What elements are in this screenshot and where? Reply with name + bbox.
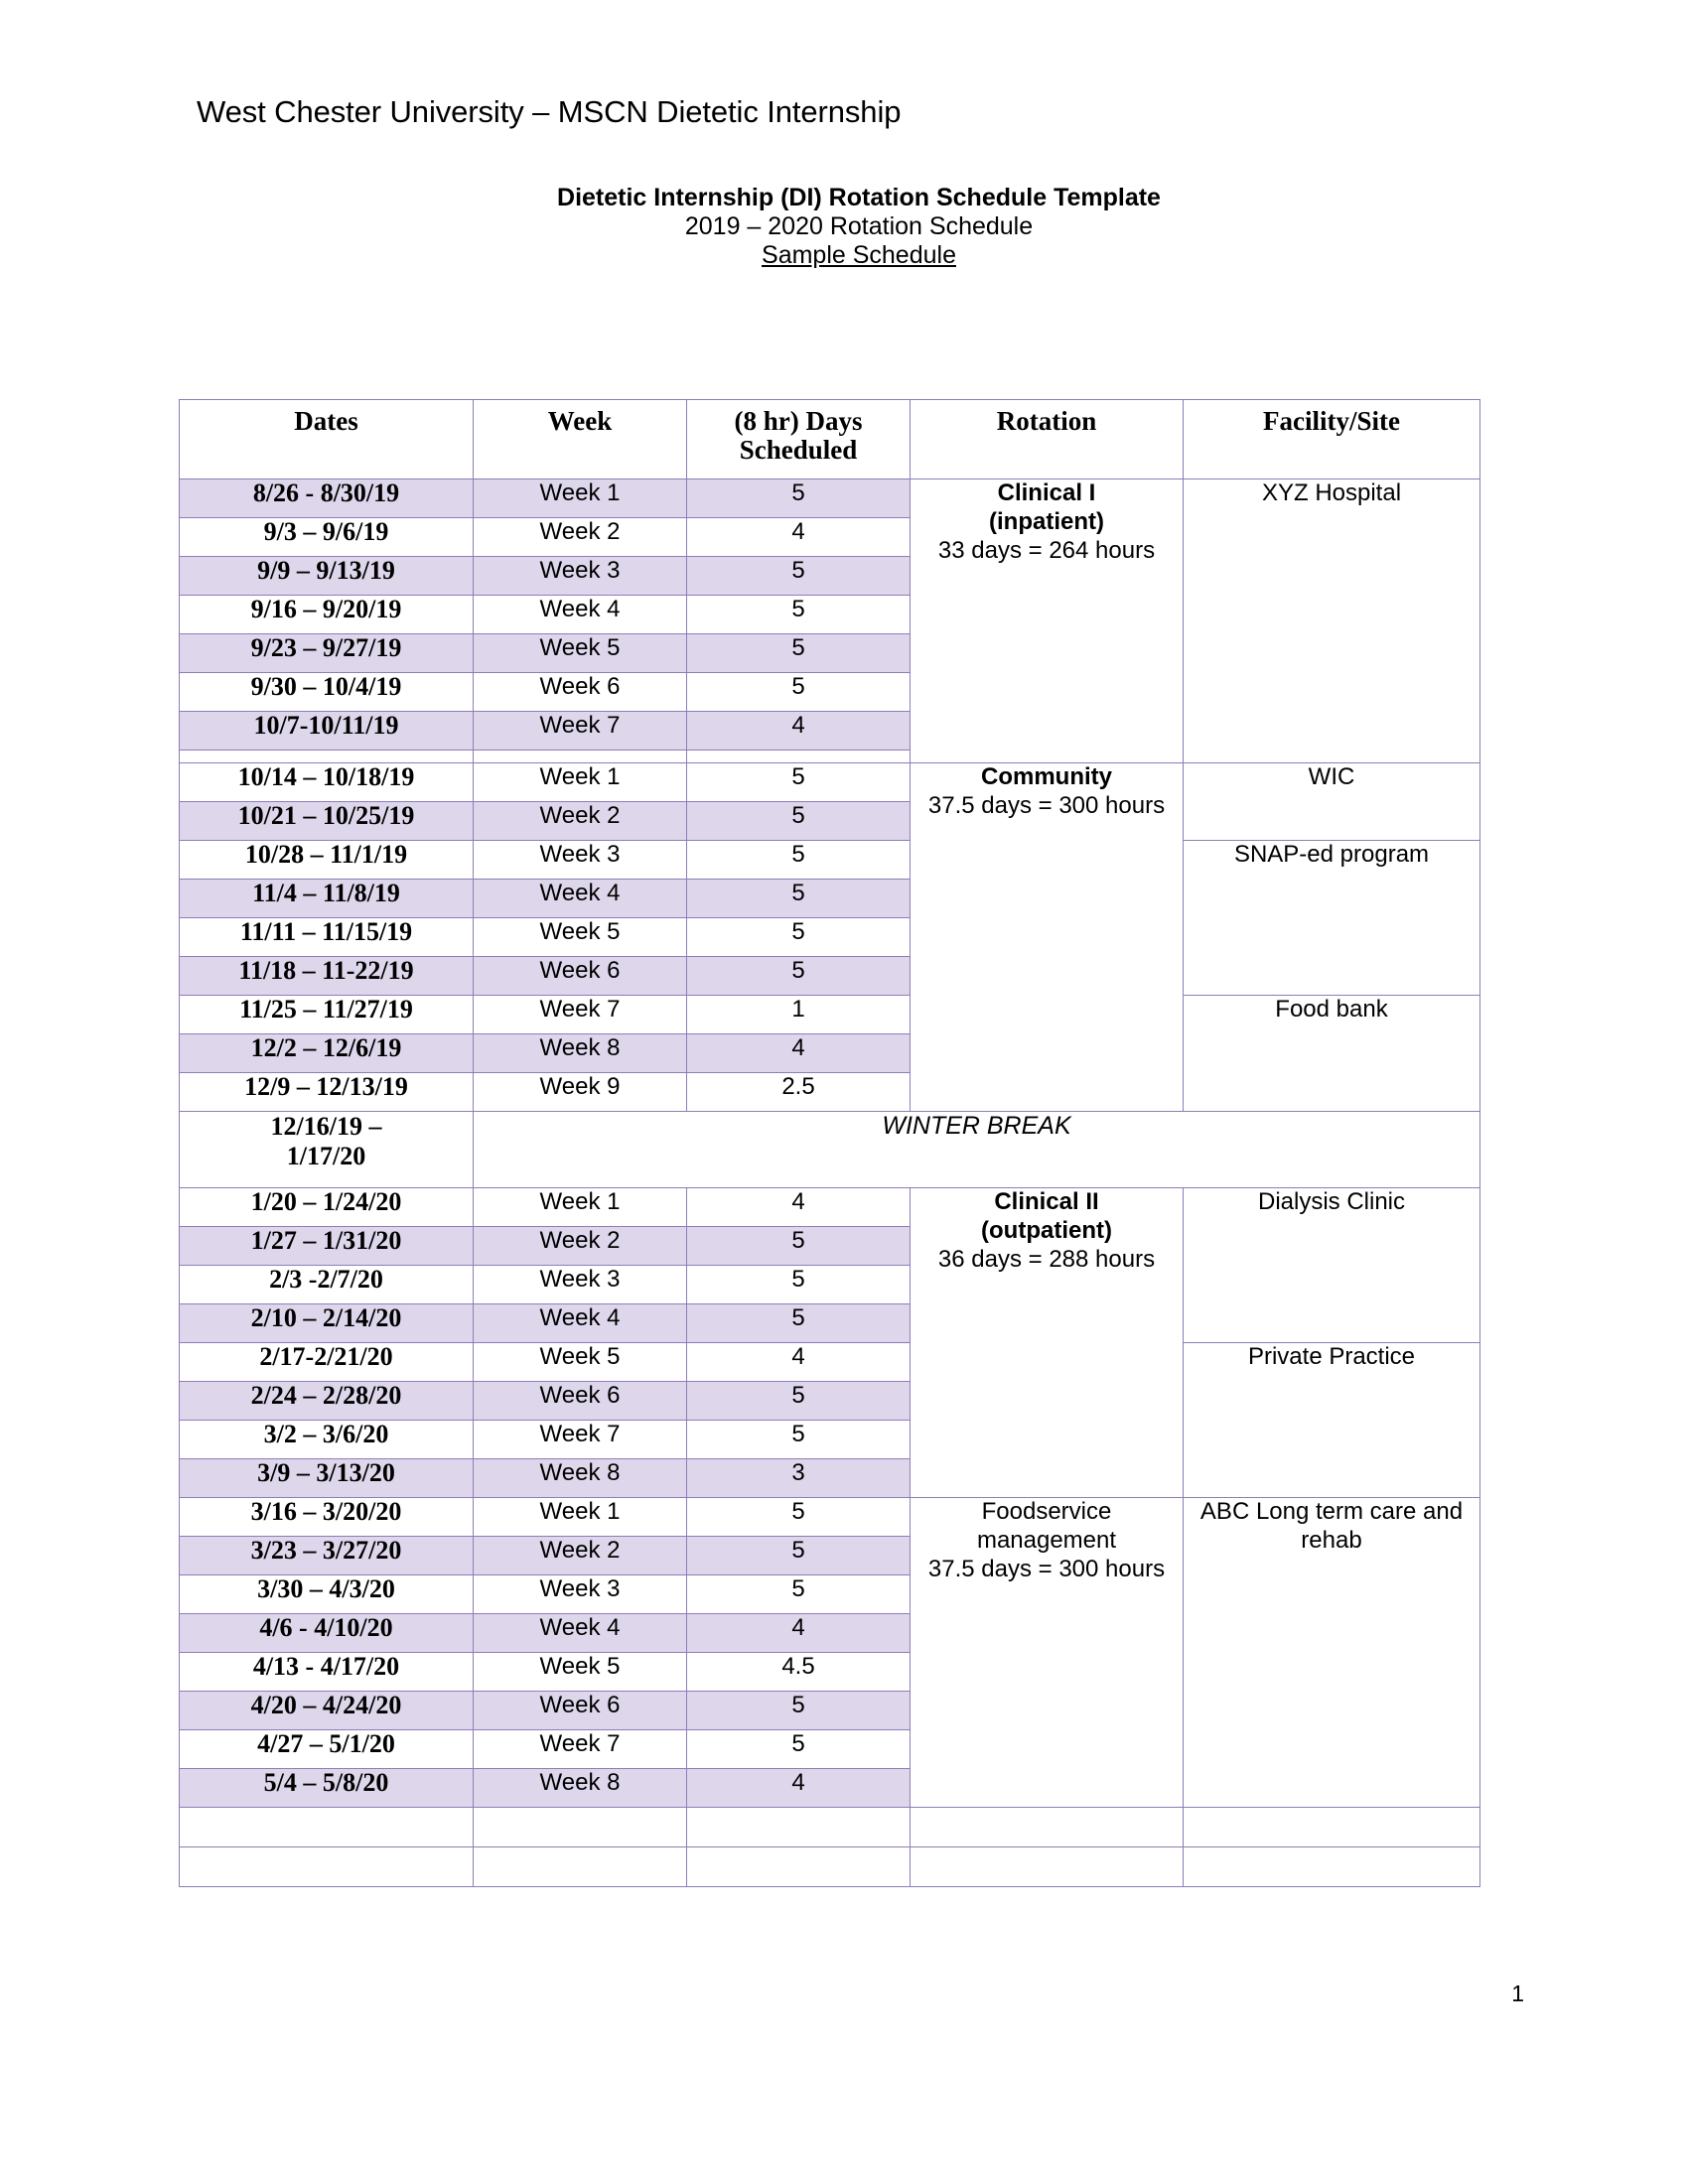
- cell-week: Week 1: [474, 1498, 687, 1537]
- cell-days: 1: [687, 996, 911, 1034]
- rotation-subtitle: (outpatient): [981, 1216, 1112, 1244]
- cell-facility-food-bank: Food bank: [1184, 996, 1480, 1112]
- rotation-title: Clinical II: [994, 1188, 1099, 1215]
- cell-days: 4: [687, 1034, 911, 1073]
- sample-schedule-text: Sample Schedule: [762, 241, 956, 269]
- rotation-title: Foodservice management: [976, 1498, 1117, 1554]
- cell-rotation-community: [911, 763, 1184, 1112]
- cell-days: 5: [687, 1730, 911, 1769]
- cell-week: Week 9: [474, 1073, 687, 1112]
- cell-dates: 4/20 – 4/24/20: [180, 1692, 474, 1730]
- cell-week: Week 6: [474, 1382, 687, 1421]
- cell-week: Week 6: [474, 957, 687, 996]
- column-header-rotation: Rotation: [911, 400, 1184, 479]
- rotation-title: Clinical I: [997, 479, 1096, 506]
- cell-dates: 9/30 – 10/4/19: [180, 673, 474, 712]
- cell-rotation: [911, 1808, 1184, 1847]
- cell-days: 5: [687, 673, 911, 712]
- cell-dates: 3/2 – 3/6/20: [180, 1421, 474, 1459]
- cell-days: 5: [687, 1575, 911, 1614]
- table-row-winter-break: [180, 1112, 1480, 1188]
- table-row-empty: [180, 1847, 1480, 1887]
- cell-days: 5: [687, 1266, 911, 1304]
- cell-dates: 1/20 – 1/24/20: [180, 1188, 474, 1227]
- cell-days: 5: [687, 802, 911, 841]
- column-header-days: [687, 400, 911, 479]
- cell-dates: 5/4 – 5/8/20: [180, 1769, 474, 1808]
- cell-week: Week 7: [474, 1421, 687, 1459]
- cell-week: Week 5: [474, 1653, 687, 1692]
- column-header-week: Week: [474, 400, 687, 479]
- table-row: [180, 996, 1480, 1034]
- cell-days: [687, 1847, 911, 1887]
- cell-dates: [180, 1808, 474, 1847]
- cell-days: [687, 1808, 911, 1847]
- table-row: [180, 841, 1480, 880]
- cell-dates: 11/11 – 11/15/19: [180, 918, 474, 957]
- cell-dates: 3/16 – 3/20/20: [180, 1498, 474, 1537]
- cell-week: Week 5: [474, 634, 687, 673]
- cell-week: Week 8: [474, 1769, 687, 1808]
- cell-week: [474, 1808, 687, 1847]
- cell-dates: 9/9 – 9/13/19: [180, 557, 474, 596]
- cell-days: 5: [687, 880, 911, 918]
- cell-days: 5: [687, 1537, 911, 1575]
- rotation-subtitle: (inpatient): [989, 507, 1104, 535]
- cell-days: 5: [687, 557, 911, 596]
- cell-dates: 8/26 - 8/30/19: [180, 479, 474, 518]
- cell-week: Week 1: [474, 479, 687, 518]
- rotation-hours: 37.5 days = 300 hours: [927, 1555, 1166, 1582]
- cell-days: 5: [687, 957, 911, 996]
- cell-week: Week 2: [474, 802, 687, 841]
- cell-dates: 10/7-10/11/19: [180, 712, 474, 751]
- cell-dates: 3/23 – 3/27/20: [180, 1537, 474, 1575]
- cell-days: 4: [687, 1614, 911, 1653]
- cell-week: Week 2: [474, 1537, 687, 1575]
- cell-dates: 3/9 – 3/13/20: [180, 1459, 474, 1498]
- cell-week: Week 2: [474, 518, 687, 557]
- cell-days: 5: [687, 1382, 911, 1421]
- cell-days: 5: [687, 1498, 911, 1537]
- cell-dates: 11/4 – 11/8/19: [180, 880, 474, 918]
- cell-days: [687, 751, 911, 763]
- cell-days: 4: [687, 1188, 911, 1227]
- cell-days: 5: [687, 596, 911, 634]
- table-header-row: [180, 400, 1480, 479]
- cell-week: Week 4: [474, 880, 687, 918]
- cell-dates: 2/24 – 2/28/20: [180, 1382, 474, 1421]
- rotation-title: Community: [981, 763, 1112, 790]
- cell-dates: 9/16 – 9/20/19: [180, 596, 474, 634]
- cell-days: 5: [687, 1692, 911, 1730]
- rotation-hours: 33 days = 264 hours: [937, 536, 1156, 564]
- cell-week: Week 4: [474, 1614, 687, 1653]
- winter-break-dates-line2: 1/17/20: [286, 1141, 366, 1170]
- cell-facility-abc-long-term-care: ABC Long term care and rehab: [1184, 1498, 1480, 1808]
- cell-dates: 3/30 – 4/3/20: [180, 1575, 474, 1614]
- cell-dates: 10/14 – 10/18/19: [180, 763, 474, 802]
- cell-rotation: [911, 1847, 1184, 1887]
- cell-dates: [180, 751, 474, 763]
- cell-days: 4: [687, 712, 911, 751]
- cell-dates: [180, 1847, 474, 1887]
- cell-dates: 2/17-2/21/20: [180, 1343, 474, 1382]
- column-header-days-line2: Scheduled: [739, 435, 858, 466]
- cell-winter-break-label: WINTER BREAK: [474, 1112, 1480, 1188]
- cell-dates: 4/13 - 4/17/20: [180, 1653, 474, 1692]
- title-block: [0, 184, 1688, 270]
- cell-week: Week 7: [474, 1730, 687, 1769]
- rotation-schedule-table: [179, 399, 1480, 1887]
- cell-dates: 4/27 – 5/1/20: [180, 1730, 474, 1769]
- cell-week: Week 1: [474, 763, 687, 802]
- cell-week: Week 3: [474, 557, 687, 596]
- cell-dates: 12/2 – 12/6/19: [180, 1034, 474, 1073]
- cell-facility-dialysis-clinic: Dialysis Clinic: [1184, 1188, 1480, 1343]
- cell-days: 5: [687, 634, 911, 673]
- cell-week: Week 5: [474, 918, 687, 957]
- cell-rotation-clinical-1: [911, 479, 1184, 763]
- cell-days: 5: [687, 1304, 911, 1343]
- document-header-line: West Chester University – MSCN Dietetic Internship: [197, 94, 902, 129]
- cell-week: Week 8: [474, 1459, 687, 1498]
- rotation-hours: 37.5 days = 300 hours: [927, 791, 1166, 819]
- cell-facility-private-practice: Private Practice: [1184, 1343, 1480, 1498]
- cell-dates: 1/27 – 1/31/20: [180, 1227, 474, 1266]
- table-row: [180, 1498, 1480, 1537]
- winter-break-dates-line1: 12/16/19 –: [270, 1112, 382, 1141]
- table-body: [180, 479, 1480, 1887]
- cell-dates: 9/23 – 9/27/19: [180, 634, 474, 673]
- cell-week: Week 3: [474, 1575, 687, 1614]
- cell-days: 5: [687, 918, 911, 957]
- table-row: [180, 1343, 1480, 1382]
- cell-dates: 10/21 – 10/25/19: [180, 802, 474, 841]
- page-number: 1: [1511, 1980, 1524, 2006]
- cell-dates: 11/18 – 11-22/19: [180, 957, 474, 996]
- cell-facility-snap-ed: SNAP-ed program: [1184, 841, 1480, 996]
- cell-days: 3: [687, 1459, 911, 1498]
- cell-days: 5: [687, 1421, 911, 1459]
- cell-dates: 11/25 – 11/27/19: [180, 996, 474, 1034]
- cell-week: Week 7: [474, 996, 687, 1034]
- cell-days: 4: [687, 1769, 911, 1808]
- cell-week: Week 6: [474, 673, 687, 712]
- cell-days: 5: [687, 763, 911, 802]
- sample-schedule-label: [0, 241, 1688, 270]
- cell-week: Week 4: [474, 596, 687, 634]
- column-header-days-line1: (8 hr) Days: [734, 406, 863, 436]
- page-subtitle: 2019 – 2020 Rotation Schedule: [684, 212, 1034, 240]
- cell-days: 4: [687, 1343, 911, 1382]
- cell-week: [474, 1847, 687, 1887]
- cell-winter-break-dates: [180, 1112, 474, 1188]
- cell-facility-wic: WIC: [1184, 763, 1480, 841]
- cell-dates: 9/3 – 9/6/19: [180, 518, 474, 557]
- column-header-dates: Dates: [180, 400, 474, 479]
- cell-facility: [1184, 1808, 1480, 1847]
- cell-days: 4.5: [687, 1653, 911, 1692]
- cell-rotation-foodservice: [911, 1498, 1184, 1808]
- cell-dates: 2/3 -2/7/20: [180, 1266, 474, 1304]
- cell-facility: [1184, 1847, 1480, 1887]
- cell-days: 2.5: [687, 1073, 911, 1112]
- cell-week: [474, 751, 687, 763]
- rotation-hours: 36 days = 288 hours: [937, 1245, 1156, 1273]
- cell-days: 5: [687, 1227, 911, 1266]
- cell-days: 5: [687, 479, 911, 518]
- table-row: [180, 763, 1480, 802]
- cell-week: Week 1: [474, 1188, 687, 1227]
- cell-week: Week 8: [474, 1034, 687, 1073]
- cell-days: 5: [687, 841, 911, 880]
- cell-dates: 4/6 - 4/10/20: [180, 1614, 474, 1653]
- cell-rotation-clinical-2: [911, 1188, 1184, 1498]
- cell-facility-xyz-hospital: XYZ Hospital: [1184, 479, 1480, 763]
- column-header-facility: Facility/Site: [1184, 400, 1480, 479]
- cell-dates: 12/9 – 12/13/19: [180, 1073, 474, 1112]
- table-row-empty: [180, 1808, 1480, 1847]
- cell-days: 4: [687, 518, 911, 557]
- cell-dates: 2/10 – 2/14/20: [180, 1304, 474, 1343]
- table-row: [180, 479, 1480, 518]
- page-title: Dietetic Internship (DI) Rotation Schedule Template: [557, 184, 1161, 211]
- cell-week: Week 2: [474, 1227, 687, 1266]
- cell-week: Week 6: [474, 1692, 687, 1730]
- cell-week: Week 3: [474, 841, 687, 880]
- cell-week: Week 3: [474, 1266, 687, 1304]
- cell-week: Week 5: [474, 1343, 687, 1382]
- cell-week: Week 4: [474, 1304, 687, 1343]
- cell-dates: 10/28 – 11/1/19: [180, 841, 474, 880]
- table-row: [180, 1188, 1480, 1227]
- schedule-table-wrapper: [179, 399, 1479, 1887]
- cell-week: Week 7: [474, 712, 687, 751]
